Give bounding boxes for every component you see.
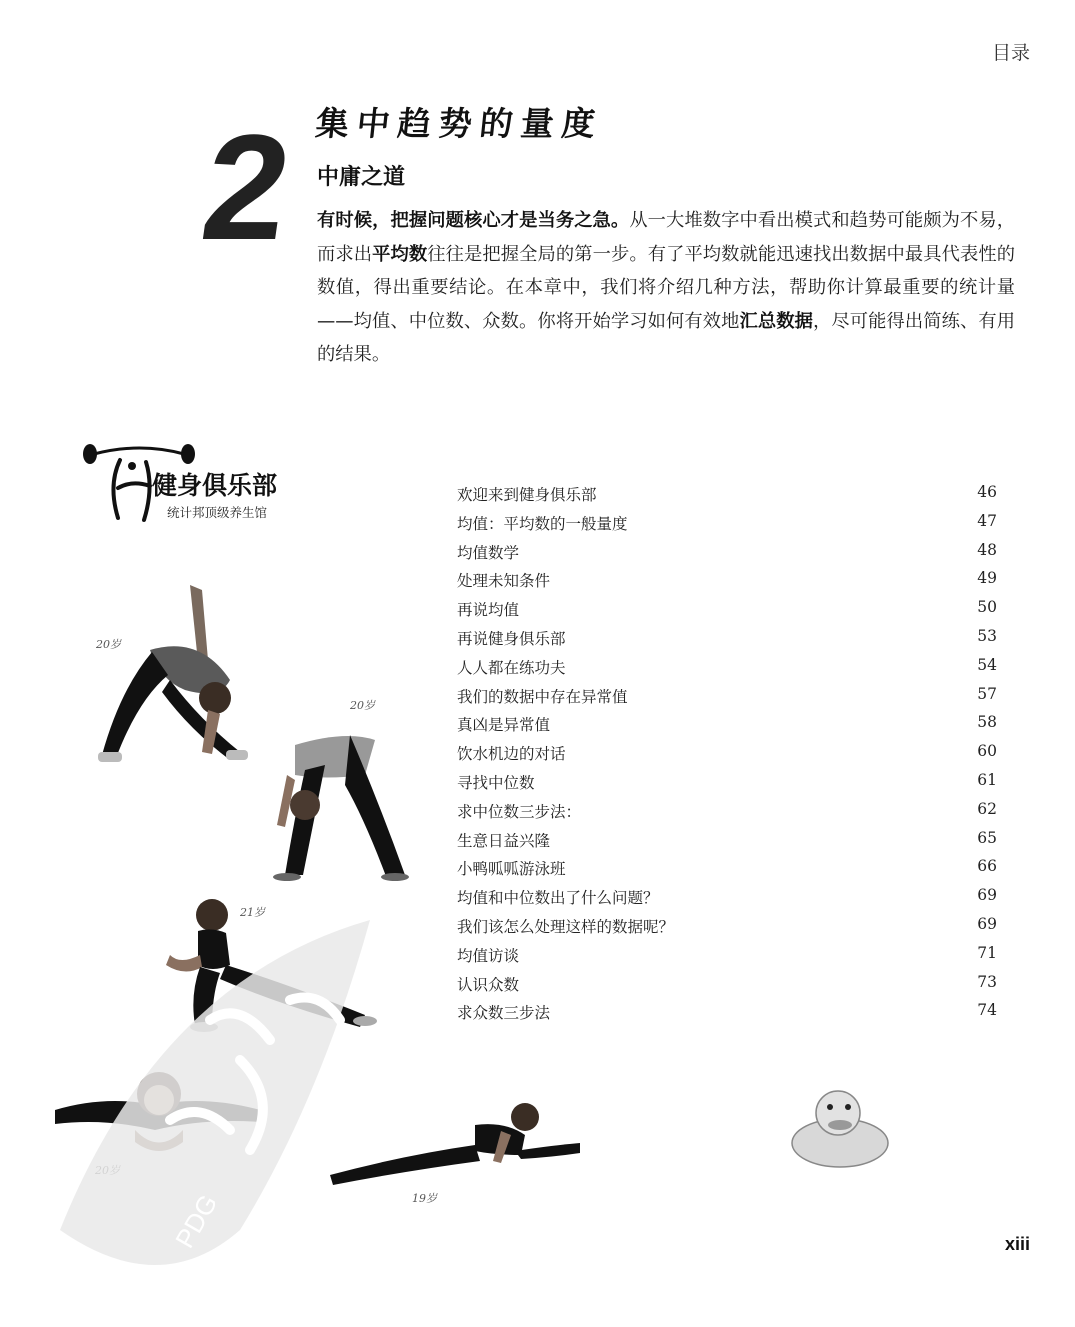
pdg-watermark bbox=[40, 900, 460, 1320]
toc-page: 58 bbox=[977, 713, 997, 732]
toc-row[interactable] bbox=[457, 768, 997, 797]
age-label-2: 20岁 bbox=[350, 699, 375, 712]
toc-title: 求众数三步法 bbox=[457, 1004, 551, 1023]
intro-bold-summary: 汇总数据 bbox=[739, 310, 813, 332]
intro-bold-lead: 有时候，把握问题核心才是当务之急。 bbox=[317, 210, 630, 231]
toc-page: 47 bbox=[977, 511, 997, 530]
intro-bold-mean: 平均数 bbox=[372, 243, 428, 265]
club-name: 健身俱乐部 bbox=[152, 471, 278, 500]
toc-row[interactable] bbox=[457, 566, 997, 595]
table-of-contents bbox=[457, 480, 997, 1027]
toc-page: 53 bbox=[977, 626, 997, 645]
toc-title: 我们该怎么处理这样的数据呢？ bbox=[457, 917, 675, 936]
toc-title: 均值访谈 bbox=[457, 946, 520, 965]
toc-title: 我们的数据中存在异常值 bbox=[457, 687, 628, 706]
toc-row[interactable] bbox=[457, 998, 997, 1027]
toc-page: 50 bbox=[977, 598, 997, 617]
toc-row[interactable] bbox=[457, 826, 997, 855]
toc-row[interactable] bbox=[457, 480, 997, 509]
chapter-number: 2 bbox=[193, 103, 297, 271]
toc-page: 49 bbox=[977, 569, 997, 588]
toc-page: 60 bbox=[977, 742, 997, 761]
chapter-intro bbox=[317, 204, 1015, 372]
toc-title: 再说均值 bbox=[457, 601, 520, 620]
toc-page: 73 bbox=[977, 972, 997, 991]
toc-row[interactable] bbox=[457, 797, 997, 826]
toc-page: 54 bbox=[977, 655, 997, 674]
toc-page: 62 bbox=[977, 799, 997, 818]
toc-page: 69 bbox=[977, 886, 997, 905]
age-label-3: 21岁 bbox=[240, 906, 265, 919]
toc-title: 再说健身俱乐部 bbox=[457, 629, 566, 648]
rubber-duck-image bbox=[788, 1085, 893, 1170]
page-number: xiii bbox=[1004, 1234, 1030, 1254]
toc-row[interactable] bbox=[457, 595, 997, 624]
toc-title: 均值：平均数的一般量度 bbox=[457, 514, 628, 533]
running-header: 目录 bbox=[991, 42, 1030, 64]
toc-row[interactable] bbox=[457, 854, 997, 883]
toc-page: 57 bbox=[977, 684, 997, 703]
toc-page: 69 bbox=[977, 914, 997, 933]
toc-title: 真凶是异常值 bbox=[457, 716, 551, 735]
chapter-subtitle: 中庸之道 bbox=[317, 165, 406, 190]
toc-page: 46 bbox=[977, 483, 997, 501]
toc-row[interactable] bbox=[457, 912, 997, 941]
toc-page: 65 bbox=[977, 828, 997, 847]
toc-title: 均值和中位数出了什么问题？ bbox=[457, 889, 659, 908]
toc-row[interactable] bbox=[457, 970, 997, 999]
watermark-text: PDG bbox=[169, 1189, 224, 1253]
toc-page: 48 bbox=[977, 540, 997, 559]
stretching-woman-photo-1 bbox=[90, 580, 260, 770]
chapter-title: 集中趋势的量度 bbox=[313, 104, 605, 143]
toc-title: 处理未知条件 bbox=[457, 572, 551, 591]
toc-title: 人人都在练功夫 bbox=[457, 658, 566, 677]
toc-page: 61 bbox=[977, 770, 997, 789]
toc-row[interactable] bbox=[457, 710, 997, 739]
toc-title: 欢迎来到健身俱乐部 bbox=[457, 486, 597, 504]
toc-row[interactable] bbox=[457, 538, 997, 567]
toc-title: 求中位数三步法： bbox=[457, 802, 582, 821]
age-label-1: 20岁 bbox=[96, 638, 121, 651]
toc-title: 寻找中位数 bbox=[457, 773, 535, 792]
stretching-woman-photo-2 bbox=[255, 725, 415, 885]
toc-title: 小鸭呱呱游泳班 bbox=[457, 860, 566, 879]
toc-row[interactable] bbox=[457, 682, 997, 711]
toc-page: 74 bbox=[977, 1001, 997, 1020]
toc-title: 均值数学 bbox=[457, 543, 520, 562]
toc-row[interactable] bbox=[457, 509, 997, 538]
toc-row[interactable] bbox=[457, 883, 997, 912]
age-label-5: 19岁 bbox=[412, 1192, 437, 1205]
toc-row[interactable] bbox=[457, 941, 997, 970]
toc-title: 认识众数 bbox=[457, 975, 520, 994]
intro-text-2: 往往是把握全局的第一步。有了平均数就能迅速找出数据中最具代表性的数值，得出重要结论。在本章中，我们将介绍几种方法，帮助你计算最重要的统计量——均值、中位数、众数。你将开始学习如何有效地 bbox=[317, 243, 1016, 332]
toc-page: 66 bbox=[977, 857, 997, 876]
toc-row[interactable] bbox=[457, 739, 997, 768]
toc-row[interactable] bbox=[457, 624, 997, 653]
toc-row[interactable] bbox=[457, 653, 997, 682]
intro-text-1: 从一大堆数字中看出模式和趋势可能颇为不易，而求出 bbox=[317, 210, 1016, 265]
club-tagline: 统计邦顶级养生馆 bbox=[167, 505, 268, 520]
toc-title: 生意日益兴隆 bbox=[457, 831, 551, 850]
toc-title: 饮水机边的对话 bbox=[457, 745, 566, 764]
intro-text-3: ，尽可能得出简练、有用的结果。 bbox=[317, 310, 1016, 365]
toc-page: 71 bbox=[977, 943, 997, 962]
